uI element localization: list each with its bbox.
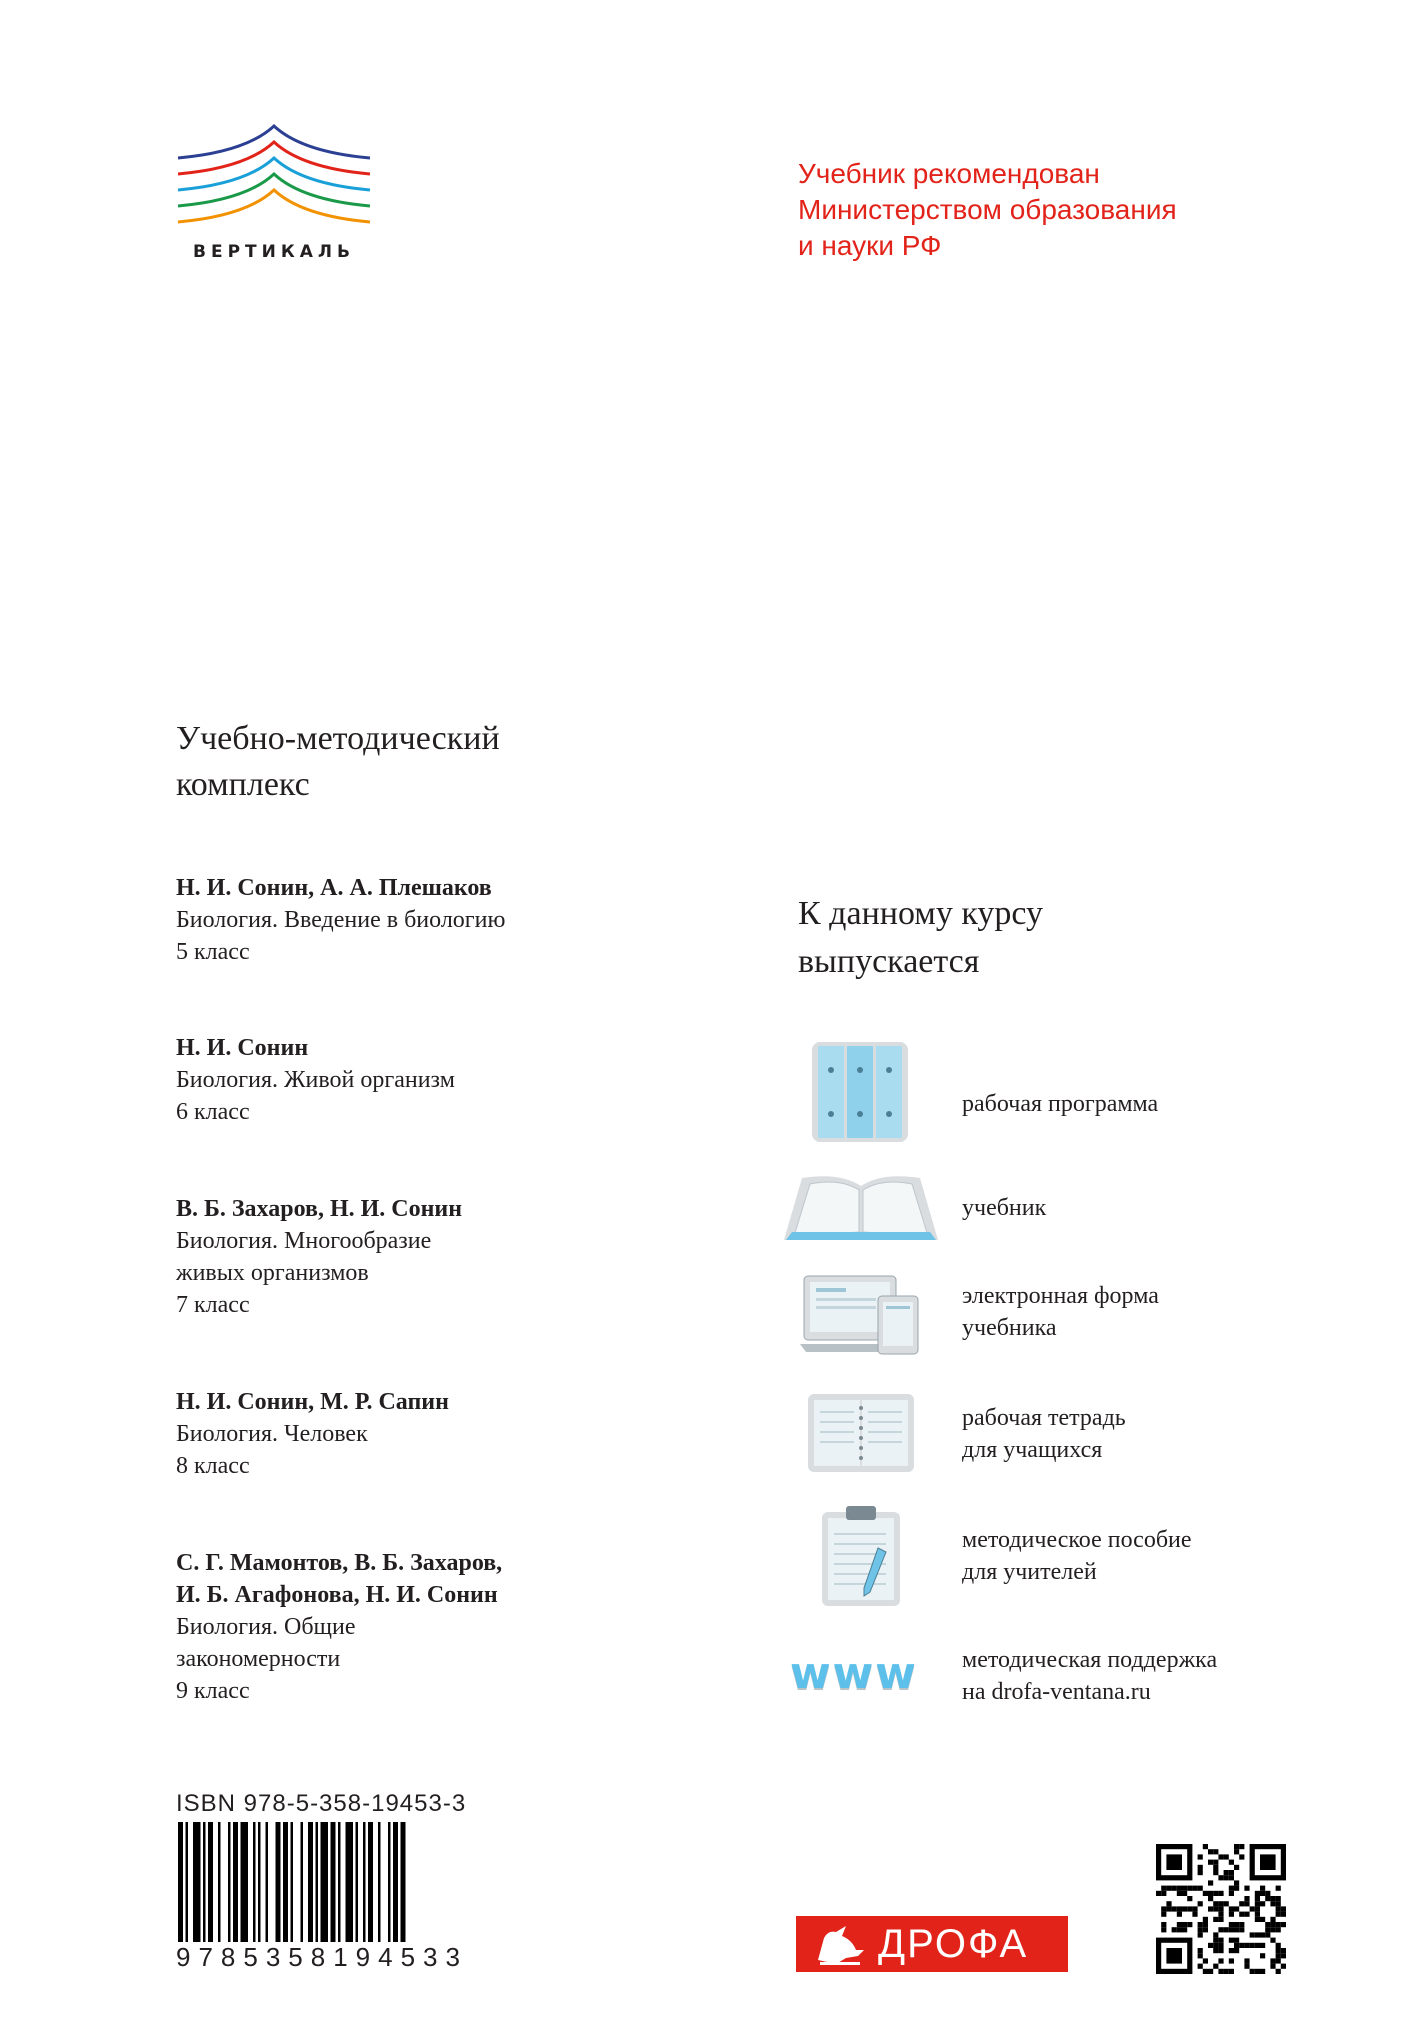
resource-label-group (962, 1402, 1126, 1466)
book-title: Биология. Человек (176, 1421, 368, 1447)
book-author: В. Б. Захаров, Н. И. Сонин (176, 1196, 463, 1222)
www-icon (790, 1648, 928, 1700)
course-title (798, 890, 1043, 986)
resource-label: учебник (962, 1195, 1047, 1221)
binders-icon (810, 1040, 910, 1144)
notebook-icon (806, 1392, 916, 1474)
publisher-logo (796, 1916, 1068, 1972)
book-entry (176, 1547, 502, 1707)
book-title: Биология. Введение в биологию (176, 907, 506, 933)
book-author: Н. И. Сонин (176, 1035, 309, 1061)
book-entry (176, 872, 505, 968)
book-grade: 6 класс (176, 1099, 250, 1125)
book-entry (176, 1193, 462, 1321)
complex-title (176, 716, 500, 808)
resource-label: методическое пособие (962, 1527, 1192, 1553)
resource-label: учебника (962, 1315, 1057, 1341)
book-author: И. Б. Агафонова, Н. И. Сонин (176, 1582, 498, 1608)
book-title: Биология. Общие (176, 1614, 356, 1640)
book-grade: 9 класс (176, 1678, 250, 1704)
book-grade: 5 класс (176, 939, 250, 965)
resource-label-group (962, 1280, 1159, 1344)
resource-label: электронная форма (962, 1283, 1159, 1309)
book-entry (176, 1386, 449, 1482)
resource-label: методическая поддержка (962, 1647, 1218, 1673)
logo-text: ВЕРТИКАЛЬ (193, 242, 355, 262)
course-title-line: выпускается (798, 943, 980, 980)
resource-label-group (962, 1644, 1217, 1708)
devices-icon (800, 1270, 922, 1358)
book-entry (176, 1032, 455, 1128)
resource-label: рабочая тетрадь (962, 1405, 1126, 1431)
recommendation-line: и науки РФ (798, 230, 942, 261)
book-title: Биология. Живой организм (176, 1067, 455, 1093)
book-title: живых организмов (176, 1260, 369, 1286)
complex-title-line: комплекс (176, 766, 310, 803)
course-title-line: К данному курсу (798, 895, 1044, 932)
recommendation-line: Министерством образования (798, 194, 1177, 225)
book-title: закономерности (176, 1646, 341, 1672)
resource-label: на drofa-ventana.ru (962, 1679, 1151, 1705)
book-author: Н. И. Сонин, А. А. Плешаков (176, 875, 492, 901)
barcode-digits: 9785358194533 (176, 1942, 468, 1972)
complex-title-line: Учебно-методический (176, 720, 500, 757)
isbn-text: ISBN 978-5-358-19453-3 (176, 1790, 467, 1817)
recommendation-line: Учебник рекомендован (798, 158, 1100, 189)
book-grade: 8 класс (176, 1453, 250, 1479)
resource-label-group (962, 1524, 1192, 1588)
book-author: С. Г. Мамонтов, В. Б. Захаров, (176, 1550, 503, 1576)
publisher-name: ДРОФА (878, 1922, 1029, 1966)
logo-arches-icon (176, 118, 372, 238)
vertikal-logo (176, 118, 372, 268)
resource-label: для учителей (962, 1559, 1097, 1585)
resource-label: рабочая программа (962, 1091, 1159, 1117)
bustard-bird-icon (806, 1916, 876, 1972)
www-icon-text: www (790, 1648, 918, 1699)
recommendation-note (798, 156, 1318, 264)
clipboard-icon (820, 1504, 902, 1608)
resource-label: для учащихся (962, 1437, 1103, 1463)
book-title: Биология. Многообразие (176, 1228, 432, 1254)
book-grade: 7 класс (176, 1292, 250, 1318)
book-author: Н. И. Сонин, М. Р. Сапин (176, 1389, 449, 1415)
open-book-icon (780, 1168, 942, 1246)
qr-code-icon (1156, 1844, 1286, 1974)
